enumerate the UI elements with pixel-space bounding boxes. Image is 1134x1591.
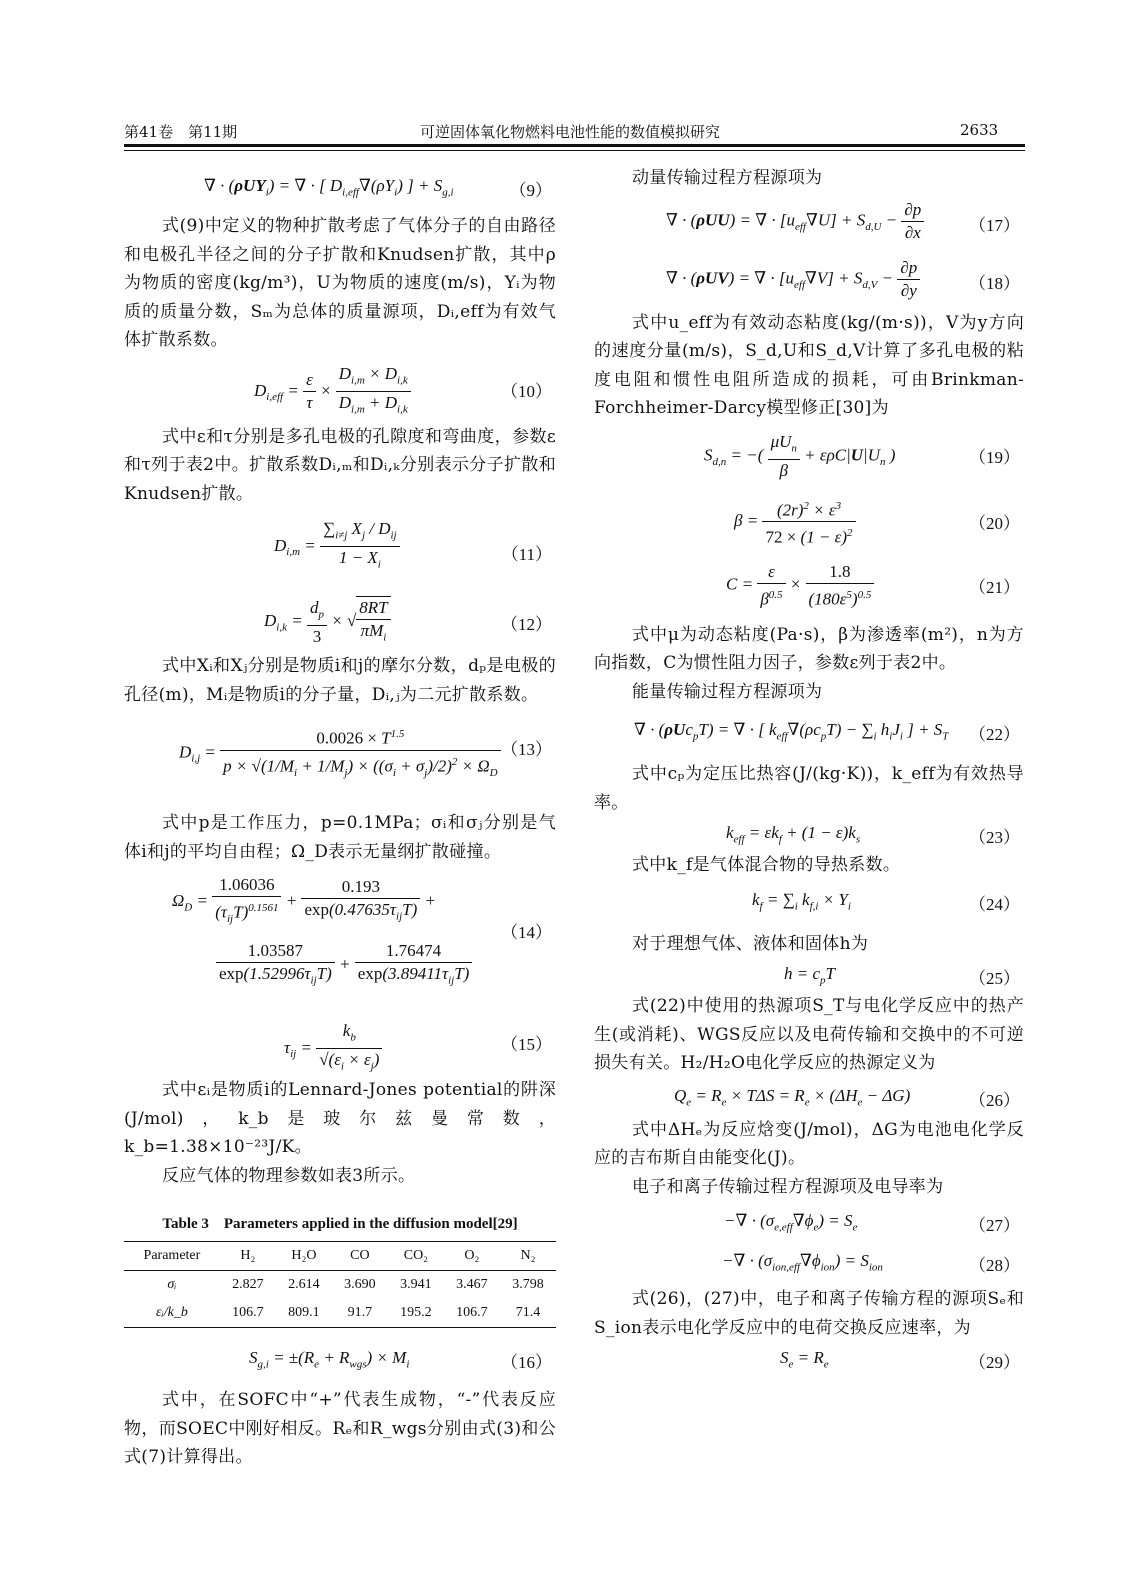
table3-cell: 3.798 (512, 1277, 544, 1292)
paragraph-sofc-soec: 式中，在SOFC中“+”代表生成物，“-”代表反应物，而SOEC中刚好相反。Rₑ和R_wgs分别由式(3)和公式(7)计算得出。 (124, 1390, 556, 1467)
table3-cell: σᵢ (167, 1277, 177, 1292)
paragraph-enthalpy: 对于理想气体、液体和固体h为 (632, 933, 869, 954)
equation-16: $S_{g,i} = \pm(R_e + R_{wgs}) \times M_i$ （16） (249, 1348, 552, 1372)
table3-header-cell: N₂ (500, 1242, 556, 1271)
table3-title: Table 3 Parameters applied in the diffusion model[29] (162, 1216, 518, 1232)
table3-cell: 3.467 (456, 1277, 488, 1292)
paragraph-charge-exchange: 式(26)，(27)中，电子和离子传输方程的源项Sₑ和S_ion表示电化学反应中的电荷交换反应速率，为 (594, 1289, 1024, 1338)
equation-19: $S_{d,n}$ = −( $\mu U_n$ β + $\varepsilon\rho C|U|U_n$ ) （19） (704, 431, 1020, 480)
table3-cell: 106.7 (220, 1299, 276, 1328)
paragraph-heat-source: 式(22)中使用的热源项S_T与电化学反应中的热产生(或消耗)、WGS反应以及电荷传输和交换中的不可逆损失有关。H₂/H₂O电化学反应的热源定义为 (594, 996, 1024, 1073)
paragraph-lennard-jones: 式中εᵢ是物质i的Lennard-Jones potential的阱深(J/mol)，k_b是玻尔兹曼常数，k_b=1.38×10⁻²³J/K。 (124, 1080, 556, 1157)
table3-cell: 2.827 (232, 1277, 264, 1292)
equation-25: $h = c_pT$ （25） (784, 964, 1020, 988)
equation-20: β = $\frac{(2r)^2 \times \varepsilon^3}{72 \times (1 - \varepsilon)^2}$ （20） (594, 489, 1024, 555)
header-rule-thick (124, 144, 1025, 147)
equation-18: ∇ · (ρUV) = ∇ · $[u_{eff}\nabla V] + S_{d,V}$ − $\frac{\partial p}{\partial y}$ （18） (666, 257, 1020, 300)
equation-27: −∇ · $(\sigma_{e,eff}\nabla\phi_e) = S_e$ （27） (724, 1211, 1020, 1235)
paragraph-mole-fraction: 式中Xᵢ和Xⱼ分别是物质i和j的摩尔分数，dₚ是电极的孔径(m)，Mᵢ是物质i的分子量，Dᵢ,ⱼ为二元扩散系数。 (124, 656, 556, 705)
equation-29: $S_e = R_e$ （29） (780, 1348, 1020, 1372)
table3-header-cell: CO₂ (388, 1242, 444, 1271)
table3-cell: 195.2 (388, 1299, 444, 1328)
table3-cell: 809.1 (276, 1299, 332, 1328)
equation-22: ∇ · (ρUc$_p$T) = ∇ · [ $k_{eff}\nabla(\rho c_pT) - \sum_i$ $h_iJ_i$ ] + $S_T$ （22） (634, 720, 1020, 744)
table-row (124, 1299, 556, 1328)
table3-cell: εᵢ/k_b (124, 1299, 220, 1328)
paragraph-species-diffusion: 式(9)中定义的物种扩散考虑了气体分子的自由路径和电极孔半径之间的分子扩散和Knudsen扩散，其中ρ为物质的密度(kg/m³)，U为物质的速度(m/s)，Yᵢ为物质的质量分数，Sₘ为总体的质量源项，Dᵢ,eff为有效气体扩散系数。 (124, 216, 556, 350)
table3 (124, 1241, 556, 1328)
table3-cell: 3.690 (344, 1277, 376, 1292)
running-title: 可逆固体氧化物燃料电池性能的数值模拟研究 (420, 123, 721, 141)
paragraph-viscosity: 式中u_eff为有效动态粘度(kg/(m·s))，V为y方向的速度分量(m/s)，S_d,U和S_d,V计算了多孔电极的粘度电阻和惯性电阻所造成的损耗，可由Brinkman-Forchheimer-Darcy模型修正[30]为 (594, 312, 1024, 418)
equation-12: $D_{i,k}$ = $\frac{d_p}{3}$ × √ 8RT $\pi M_i$ （12） (124, 590, 556, 652)
equation-14: $\Omega_D$ = 1.06036 $(\tau_{ij}T)^{0.1561}$ + 0.193 $\exp(0.47635\tau_{ij}T)$ + 1.03587 $\exp(1.52996\tau_{ij}T)$ + 1.76474 $\exp(3.89411\tau_{ij}T)$ （14） (172, 875, 552, 987)
header-rule-thin (124, 150, 1025, 151)
paragraph-electron-ion: 电子和离子传输过程方程源项及电导率为 (632, 1176, 944, 1197)
paragraph-momentum: 动量传输过程方程源项为 (632, 168, 823, 188)
table-row (124, 1271, 556, 1300)
paragraph-energy: 能量传输过程方程源项为 (632, 681, 823, 702)
table3-header-cell: H₂O (276, 1242, 332, 1271)
table3-cell: 2.614 (288, 1277, 320, 1292)
equation-17: ∇ · (ρUU) = ∇ · $[u_{eff}\nabla U] + S_{d,U}$ − $\frac{\partial p}{\partial x}$ （17） (666, 199, 1020, 242)
paragraph-thermal-conductivity: 式中k_f是气体混合物的导热系数。 (632, 855, 901, 875)
equation-15: $\tau_{ij}$ = $\frac{k_b}{√(\varepsilon_i \times \varepsilon_j)}$ （15） (284, 1021, 552, 1073)
journal-volume-issue: 第41卷 第11期 (124, 123, 238, 141)
table3-header-cell: CO (332, 1242, 388, 1271)
paragraph-table-ref: 反应气体的物理参数如表3所示。 (162, 1165, 416, 1186)
right-column (594, 164, 1024, 1376)
page-number: 2633 (960, 121, 999, 139)
paragraph-pressure: 式中p是工作压力，p=0.1MPa；σᵢ和σⱼ分别是气体i和j的平均自由程；Ω_D表示无量纲扩散碰撞。 (124, 813, 556, 862)
equation-9: ∇ · (ρUY$_i$) = ∇ · [ $D_{i,eff}\nabla(\rho Y_i)$ ] + $S_{g,i}$ （9） (204, 176, 552, 200)
equation-23: $k_{eff} = \varepsilon k_f + (1 - \varepsilon)k_s$ （23） (726, 823, 1020, 847)
table3-cell: 106.7 (444, 1299, 500, 1328)
equation-10: $D_{i,eff}$ = $\frac{\varepsilon}{\tau}$ × $\frac{D_{i,m} \times D_{i,k}}{D_{i,m} + D_{i,k}}$ （10） (254, 363, 552, 416)
equation-24: $k_f = \sum_i$ $k_{f,i} \times Y_i$ （24） (752, 889, 1020, 914)
table3-cell: 71.4 (500, 1299, 556, 1328)
equation-21: C = $\frac{\varepsilon}{\beta^{0.5}}$ × $\frac{1.8}{(180\varepsilon^5)^{0.5}}$ （21） (726, 561, 1020, 609)
table3-cell: 91.7 (332, 1299, 388, 1328)
table3-header-cell: Parameter (124, 1242, 220, 1271)
left-column (124, 164, 556, 1472)
table3-cell: 3.941 (400, 1277, 432, 1292)
table3-header-row (124, 1242, 556, 1271)
equation-26: $Q_e = R_e \times T\Delta S = R_e \times (\Delta H_e - \Delta G)$ （26） (674, 1085, 1020, 1110)
paragraph-porosity: 式中ε和τ分别是多孔电极的孔隙度和弯曲度，参数ε和τ列于表2中。扩散系数Dᵢ,ₘ和Dᵢ,ₖ分别表示分子扩散和Knudsen扩散。 (124, 426, 556, 504)
paragraph-specific-heat: 式中cₚ为定压比热容(J/(kg·K))，k_eff为有效热导率。 (594, 764, 1024, 813)
table3-header-cell: O₂ (444, 1242, 500, 1271)
equation-11: $D_{i,m}$ = $\sum_{i\ne j}$ $X_j / D_{ij}$ $1 - X_i$ （11） (274, 519, 552, 571)
paragraph-enthalpy-change: 式中ΔHₑ为反应焓变(J/mol)，ΔG为电池电化学反应的吉布斯自由能变化(J)。 (594, 1119, 1024, 1168)
table3-header-cell: H₂ (220, 1242, 276, 1271)
paragraph-dynamic-viscosity: 式中μ为动态粘度(Pa·s)，β为渗透率(m²)，n为方向指数，C为惯性阻力因子，参数ε列于表2中。 (594, 624, 1024, 673)
equation-28: −∇ · $(\sigma_{ion,eff}\nabla\phi_{ion}) = S_{ion}$ （28） (722, 1251, 1020, 1275)
equation-13: $D_{i,j}$ = $\frac{0.0026 \times T^{1.5}}{p \times √(1/M_i + 1/M_j) \times ((\sigma_i + \sigma_j)/2)^2 \times \Omega_D}$ （13） (124, 709, 556, 809)
